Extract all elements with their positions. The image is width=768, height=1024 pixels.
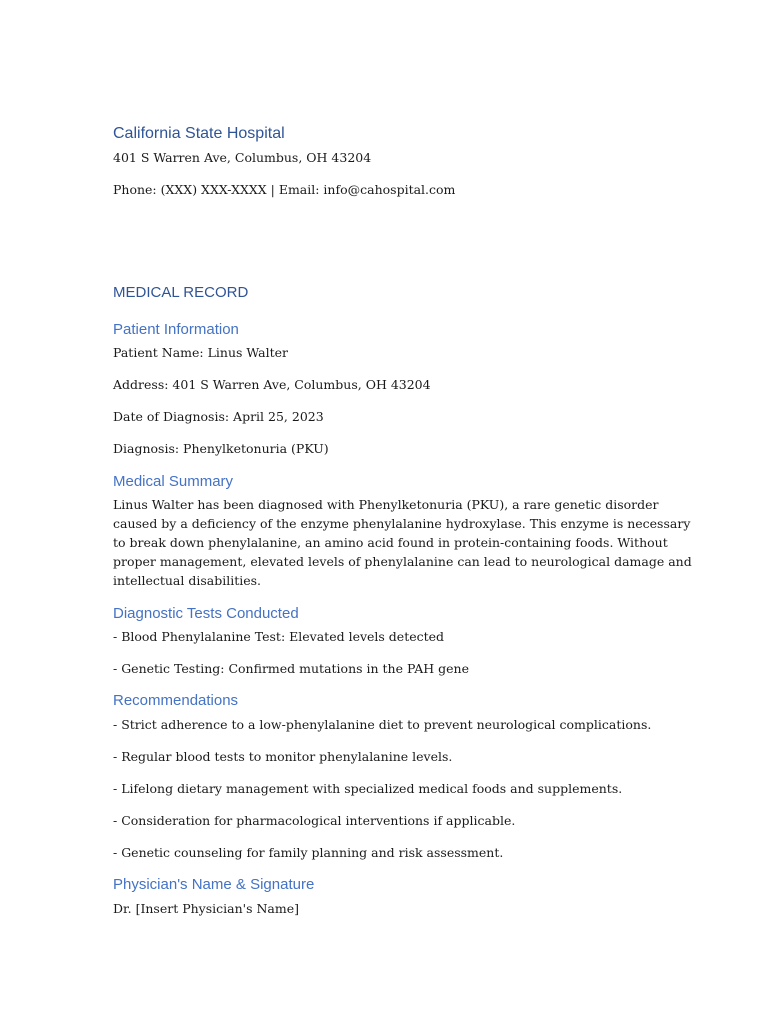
test-item: - Genetic Testing: Confirmed mutations in the PAH gene — [113, 661, 469, 676]
medical-summary-heading: Medical Summary — [113, 473, 234, 490]
recommendations-heading: Recommendations — [113, 692, 239, 709]
recommendation-item: - Strict adherence to a low-phenylalanine diet to prevent neurological complications. — [113, 717, 652, 732]
hospital-contact: Phone: (XXX) XXX-XXXX | Email: info@cahospital.com — [113, 182, 456, 197]
hospital-address: 401 S Warren Ave, Columbus, OH 43204 — [113, 150, 372, 165]
hospital-name: California State Hospital — [113, 125, 285, 142]
recommendation-item: - Genetic counseling for family planning and risk assessment. — [113, 845, 504, 860]
physician-name-line: Dr. [Insert Physician's Name] — [113, 901, 299, 916]
recommendation-item: - Lifelong dietary management with specialized medical foods and supplements. — [113, 781, 623, 796]
summary-line: proper management, elevated levels of phenylalanine can lead to neurological damage and — [113, 554, 692, 569]
diagnosis-line: Diagnosis: Phenylketonuria (PKU) — [113, 441, 329, 456]
summary-line: intellectual disabilities. — [113, 573, 262, 588]
record-title: MEDICAL RECORD — [113, 284, 249, 301]
summary-line: caused by a deficiency of the enzyme phenylalanine hydroxylase. This enzyme is necessary — [113, 516, 691, 531]
recommendation-item: - Consideration for pharmacological interventions if applicable. — [113, 813, 516, 828]
summary-line: Linus Walter has been diagnosed with Phenylketonuria (PKU), a rare genetic disorder — [113, 497, 659, 512]
diagnostic-tests-heading: Diagnostic Tests Conducted — [113, 605, 299, 622]
recommendation-item: - Regular blood tests to monitor phenylalanine levels. — [113, 749, 453, 764]
patient-info-heading: Patient Information — [113, 321, 239, 338]
physician-heading: Physician's Name & Signature — [113, 876, 315, 893]
patient-address-line: Address: 401 S Warren Ave, Columbus, OH 43204 — [113, 377, 431, 392]
diagnosis-date-line: Date of Diagnosis: April 25, 2023 — [113, 409, 324, 424]
patient-name-line: Patient Name: Linus Walter — [113, 345, 288, 360]
document-page — [113, 0, 692, 1024]
test-item: - Blood Phenylalanine Test: Elevated levels detected — [113, 629, 445, 644]
summary-line: to break down phenylalanine, an amino acid found in protein-containing foods. Without — [113, 535, 668, 550]
